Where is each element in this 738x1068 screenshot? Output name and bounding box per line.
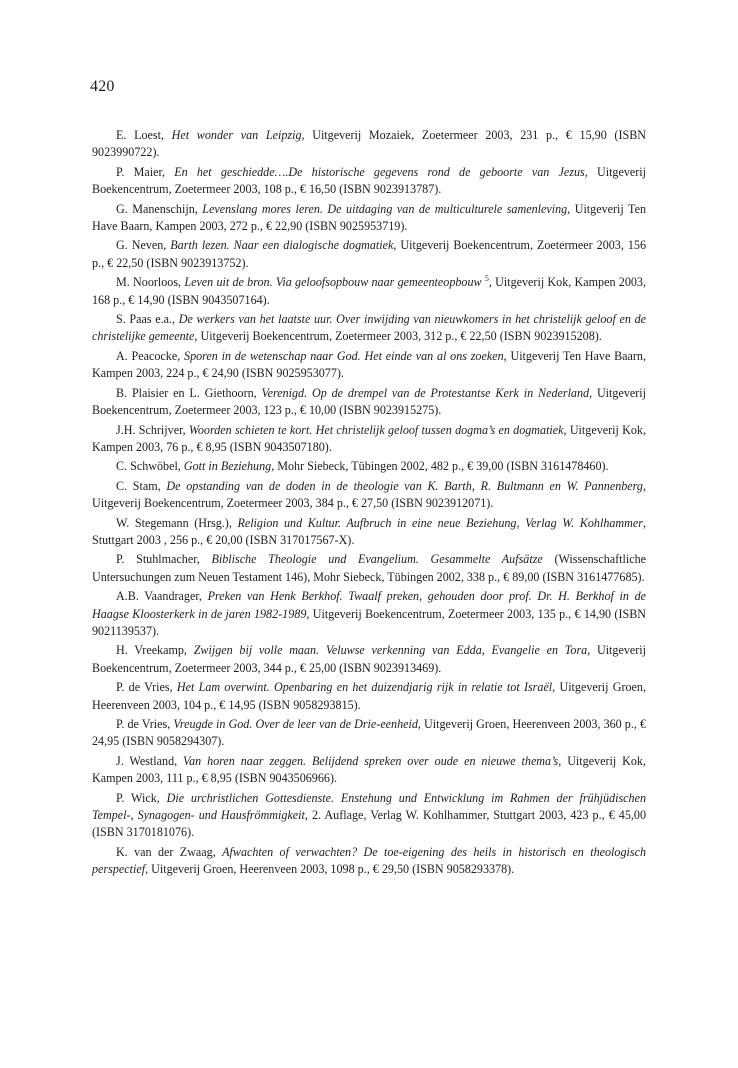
entry-title: Het wonder van Leipzig (171, 128, 302, 142)
bibliography-entry (92, 844, 646, 879)
entry-author: P. Wick, (116, 790, 167, 805)
entry-publication-details: Uitgeverij Boekencentrum, Zoetermeer 2003, 123 p., € 10,00 (ISBN 9023915275). (92, 385, 646, 418)
entry-title: Leven uit de bron. Via geloofsopbouw naar gemeenteopbouw (184, 275, 482, 290)
bibliography-entry (92, 642, 646, 677)
entry-publication-details: Uitgeverij Kok, Kampen 2003, 76 p., € 8,95 (ISBN 9043507180). (92, 422, 646, 454)
entry-title: Verenigd. Op de drempel van de Protestantse Kerk in Nederland, (261, 385, 593, 400)
entry-title: De opstanding van de doden in de theologie van K. Barth, R. Bultmann en W. Pannenberg, (166, 478, 646, 493)
entry-publication-details: , 2. Auflage, Verlag W. Kohlhammer, Stuttgart 2003, 423 p., € 45,00 (ISBN 3170181076). (92, 808, 646, 840)
entry-publication-details: , Uitgeverij Boekencentrum, Zoetermeer 2003, 135 p., € 14,90 (ISBN 9021139537). (92, 606, 646, 638)
entry-publication-details: , Uitgeverij Groen, Heerenveen 2003, 360 p., € 24,95 (ISBN 9058294307). (92, 717, 647, 749)
entry-author: J.H. Schrijver, (116, 422, 189, 437)
entry-publication-details: , Uitgeverij Groen, Heerenveen 2003, 1098 p., € 29,50 (ISBN 9058293378). (145, 862, 515, 877)
entry-title: Het Lam overwint. Openbaring en het duizendjarig rijk in relatie tot Israël (176, 680, 553, 695)
entry-title: Sporen in de wetenschap naar God. Het einde van al ons zoeken, (184, 348, 507, 363)
bibliography-entry (92, 458, 646, 475)
entry-author: S. Paas e.a., (116, 312, 179, 327)
entry-publication-details: (Wissenschaftliche Untersuchungen zum Neuen Testament 146), Mohr Siebeck, Tübingen 2002, 338 p., € 89,00 (ISBN 3161477685). (92, 552, 646, 584)
entry-publication-details: Uitgeverij Ten Have Baarn, Kampen 2003, 224 p., € 24,90 (ISBN 9025953077). (92, 348, 646, 381)
page-number: 420 (90, 78, 115, 95)
entry-title: Vreugde in God. Over de leer van de Drie-eenheid (173, 717, 418, 731)
bibliography-entry (92, 790, 646, 842)
entry-publication-details: Uitgeverij Kok, Kampen 2003, 111 p., € 8,95 (ISBN 9043506966). (92, 753, 646, 786)
entry-publication-details: , Uitgeverij Ten Have Baarn, Kampen 2003, 272 p., € 22,90 (ISBN 9025953719). (92, 201, 646, 234)
entry-author: M. Noorloos, (116, 275, 185, 290)
entry-title: En het geschiedde….De historische gegevens rond de geboorte van Jezus, (174, 164, 588, 179)
bibliography-entry (92, 716, 646, 751)
entry-author: E. Loest, (116, 128, 172, 142)
bibliography-entry (92, 422, 646, 457)
entry-superscript: 5 (484, 274, 489, 284)
entry-title: Die urchristlichen Gottesdienste. Enstehung und Entwicklung im Rahmen der frühjüdischen Tempel-, Synagogen- und Hausfrömmigkeit (92, 790, 647, 823)
entry-author: J. Westland, (116, 753, 184, 768)
entry-title: Van horen naar zeggen. Belijdend spreken over oude en nieuwe thema’s, (183, 753, 562, 768)
entry-title: De werkers van het laatste uur. Over inwijding van nieuwkomers in het christelijk geloof en de christelijke gemeente, (92, 312, 646, 344)
entry-publication-details: Uitgeverij Boekencentrum, Zoetermeer 2003, 312 p., € 22,50 (ISBN 9023915208). (197, 329, 602, 344)
entry-author: A. Peacocke, (116, 348, 185, 363)
bibliography-entry (92, 515, 646, 550)
bibliography-entry (92, 127, 646, 162)
entry-title: Biblische Theologie und Evangelium. Gesammelte Aufsätze (211, 552, 543, 567)
entry-author: G. Manenschijn, (116, 201, 203, 216)
entry-publication-details: Uitgeverij Boekencentrum, Zoetermeer 2003, 344 p., € 25,00 (ISBN 9023913469). (92, 643, 646, 675)
bibliography-entry (92, 679, 646, 714)
entry-author: P. Maier, (116, 164, 175, 179)
entry-title: Religion und Kultur. Aufbruch in eine neue Beziehung, Verlag W. Kohlhammer (237, 515, 643, 530)
entry-author: C. Stam, (116, 478, 167, 493)
entry-author: P. Stuhlmacher, (116, 552, 212, 567)
entry-publication-details: , Mohr Siebeck, Tübingen 2002, 482 p., € 39,00 (ISBN 3161478460). (271, 459, 609, 474)
entry-author: A.B. Vaandrager, (116, 589, 208, 604)
bibliography-entry (92, 385, 646, 420)
bibliography-entry (92, 237, 646, 272)
entry-author: H. Vreekamp, (116, 643, 194, 658)
entry-title: Woorden schieten te kort. Het christelijk geloof tussen dogma’s en dogmatiek, (188, 422, 567, 437)
bibliography-entry (92, 753, 646, 788)
entry-publication-details: Uitgeverij Boekencentrum, Zoetermeer 2003, 384 p., € 27,50 (ISBN 9023912071). (92, 496, 494, 511)
entry-publication-details: Uitgeverij Boekencentrum, Zoetermeer 2003, 108 p., € 16,50 (ISBN 9023913787). (92, 164, 646, 197)
entry-title: Afwachten of verwachten? De toe-eigening des heils in historisch en theologisch perspectief (92, 844, 646, 877)
entry-publication-details: , Uitgeverij Groen, Heerenveen 2003, 104 p., € 14,95 (ISBN 9058293815). (92, 680, 646, 712)
entry-publication-details: , Uitgeverij Boekencentrum, Zoetermeer 2003, 156 p., € 22,50 (ISBN 9023913752). (92, 238, 646, 270)
entry-author: C. Schwöbel, (116, 459, 184, 474)
entry-author: G. Neven, (116, 238, 171, 253)
entry-title: Levenslang mores leren. De uitdaging van de multiculturele samenleving (202, 201, 568, 216)
entry-title: Zwijgen bij volle maan. Veluwse verkenning van Edda, Evangelie en Tora, (193, 643, 591, 658)
bibliography-entry (92, 201, 646, 236)
entry-author: B. Plaisier en L. Giethoorn, (116, 385, 262, 400)
bibliography-list (92, 127, 646, 881)
entry-title: Gott in Beziehung (183, 459, 272, 474)
bibliography-entry (92, 478, 646, 513)
bibliography-entry (92, 311, 646, 346)
entry-author: W. Stegemann (Hrsg.), (116, 515, 238, 530)
bibliography-entry (92, 588, 646, 640)
entry-author: P. de Vries, (116, 680, 177, 695)
entry-author: P. de Vries, (116, 717, 174, 731)
entry-publication-details: , Stuttgart 2003 , 256 p., € 20,00 (ISBN 317017567-X). (92, 515, 646, 547)
entry-author: K. van der Zwaag, (116, 844, 223, 859)
bibliography-entry (92, 274, 646, 309)
bibliography-entry (92, 164, 646, 199)
entry-title: Barth lezen. Naar een dialogische dogmatiek (170, 238, 394, 253)
bibliography-entry (92, 551, 646, 586)
entry-publication-details: , Uitgeverij Kok, Kampen 2003, 168 p., € 14,90 (ISBN 9043507164). (92, 275, 646, 307)
entry-title: Preken van Henk Berkhof. Twaalf preken, gehouden door prof. Dr. H. Berkhof in de Haagse Kloosterkerk in de jaren 1982-1989 (92, 589, 647, 621)
bibliography-entry (92, 348, 646, 383)
entry-publication-details: , Uitgeverij Mozaiek, Zoetermeer 2003, 231 p., € 15,90 (ISBN 9023990722). (92, 128, 646, 160)
